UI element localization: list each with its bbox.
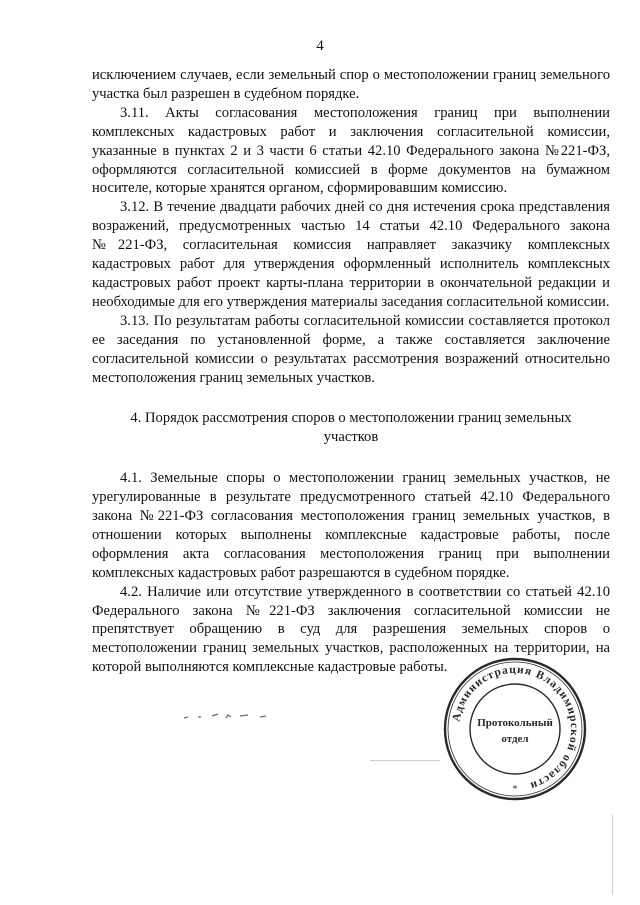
svg-text:*: * xyxy=(512,784,518,795)
scan-edge-line xyxy=(612,815,613,895)
paragraph-3-12: 3.12. В течение двадцати рабочих дней со дня истечения срока представления возражений, предусмотренных частью 14 статьи 42.10 Федерального закона №221-ФЗ, согласительная комиссия направляет заказчику комплексных кадастровых работ для утверждения оформленный исполнитель комплексных кадастровых работ проект карты-плана территории в окончательной редакции и необходимые для его утверждения материалы заседания согласительной комиссии. xyxy=(92,199,610,310)
official-stamp xyxy=(442,656,588,802)
page-number: 4 xyxy=(316,38,324,54)
paragraph-3-13: 3.13. По результатам работы согласительной комиссии составляется протокол ее заседания по установленной форме, а также составляется заключение согласительной комиссии о результатах рассмотрения возражений относительно местоположения границ земельных участков. xyxy=(92,312,610,386)
document-body xyxy=(92,66,610,677)
scan-artifact-line xyxy=(370,760,440,761)
stamp-ring-text: Администрация Владимирской области xyxy=(450,663,581,792)
paragraph-3-11: 3.11. Акты согласования местоположения границ при выполнении комплексных кадастровых работ и заключения согласительной комиссии, указанные в пунктах 2 и 3 части 6 статьи 42.10 Федерального закона №221-ФЗ, оформляются согласительной комиссией в форме документов на бумажном носителе, которые хранятся органом, сформировавшим комиссию. xyxy=(92,104,610,197)
paragraph-continuation: исключением случаев, если земельный спор о местоположении границ земельного участка был разрешен в судебном порядке. xyxy=(92,67,610,102)
svg-text:отдел: отдел xyxy=(501,733,529,745)
scan-artifact xyxy=(182,710,282,724)
paragraph-4-1: 4.1. Земельные споры о местоположении границ земельных участков, не урегулированные в результате предусмотренного статьей 42.10 Федерального закона №221-ФЗ согласования местоположения границ земельных участков, в отношении которых выполнены комплексные кадастровые работы, после оформления акта согласования местоположения границ при выполнении комплексных кадастровых работ разрешаются в судебном порядке. xyxy=(92,470,610,581)
section-heading: 4. Порядок рассмотрения споров о местоположении границ земельных участков xyxy=(130,410,572,446)
svg-text:Протокольный: Протокольный xyxy=(477,717,553,729)
paragraph-4-2: 4.2. Наличие или отсутствие утвержденного в соответствии со статьей 42.10 Федерального закона №221-ФЗ заключения согласительной комиссии не препятствует обращению в суд для разрешения земельных споров о местоположении границ земельных участков, расположенных на территории, на которой выполняются комплексные кадастровые работы. xyxy=(92,583,610,676)
